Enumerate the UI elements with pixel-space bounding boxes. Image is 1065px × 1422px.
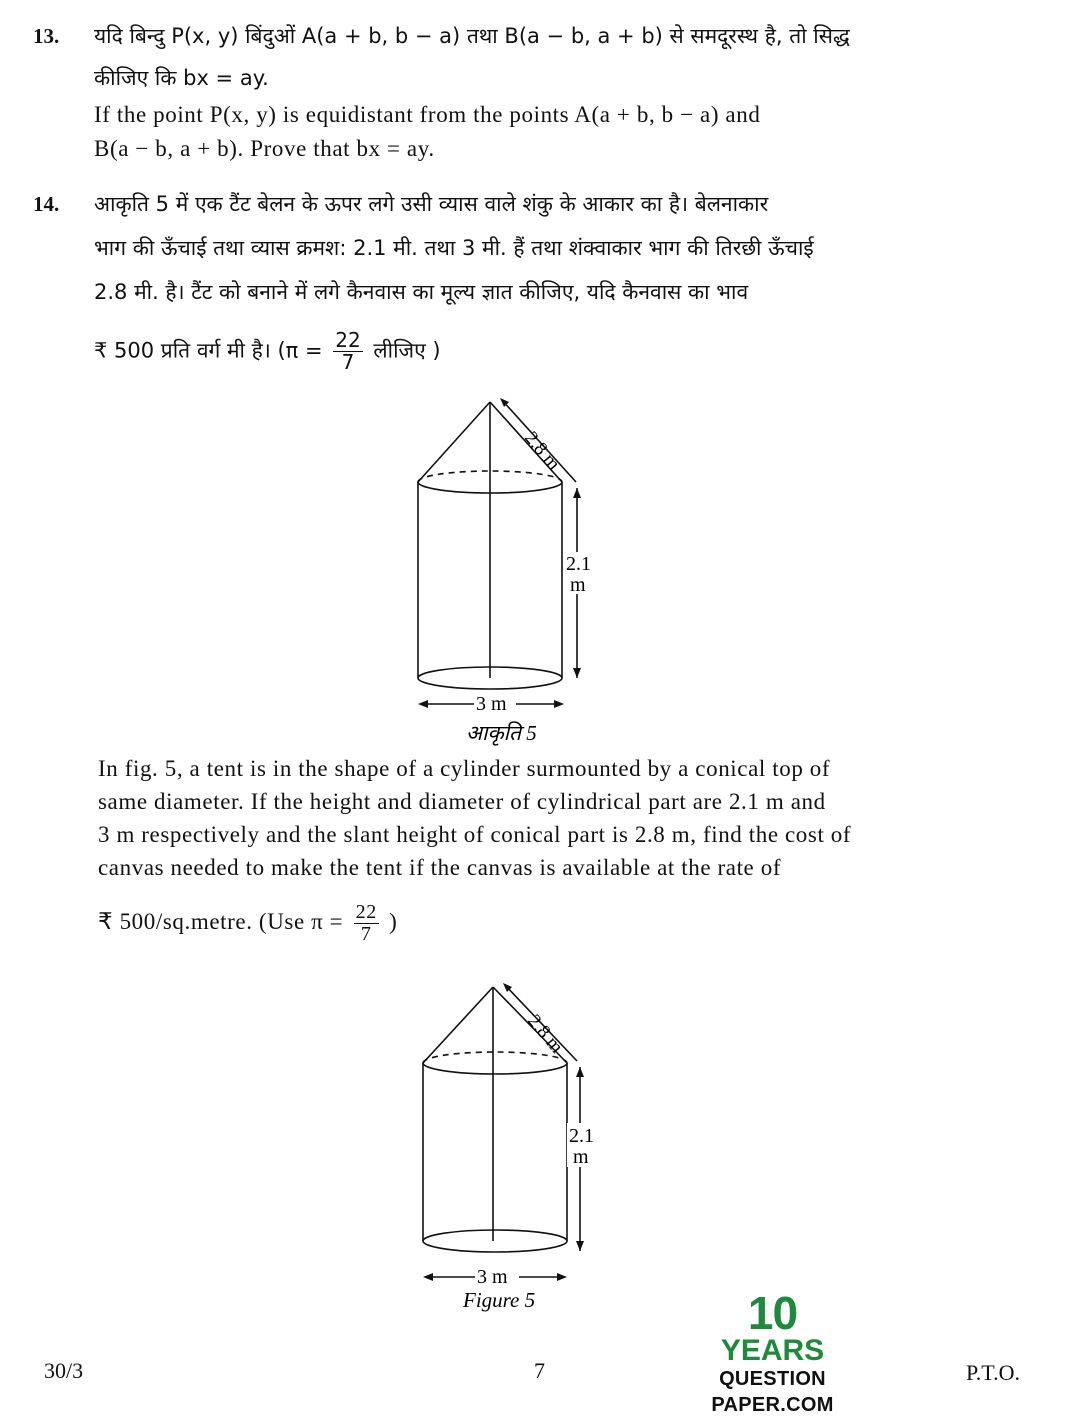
pi-fraction-english: [354, 902, 379, 945]
diameter-arrowhead-right: [557, 1273, 567, 1281]
cylinder-base: [423, 1230, 567, 1252]
diameter-arrowhead-left: [418, 700, 428, 708]
figure-caption-english: Figure 5: [463, 1288, 536, 1312]
q13-hindi-line-2: कीजिए कि bx = ay.: [94, 66, 269, 90]
watermark-years: YEARS: [720, 1334, 825, 1367]
q14-english-close-paren: ): [389, 908, 398, 934]
q14-english-line-4: canvas needed to make the tent if the canvas is available at the rate of: [98, 855, 782, 880]
cylinder-top-back-arc: [423, 1052, 567, 1063]
watermark-logo: [655, 1287, 890, 1418]
pi-fraction-hindi: [333, 330, 362, 373]
figure-caption-hindi: आकृति 5: [466, 721, 537, 745]
height-unit-label: m: [570, 574, 586, 596]
fraction-denominator: 7: [360, 923, 372, 945]
q14-english-rate-text: ₹ 500/sq.metre. (Use π =: [98, 908, 344, 934]
fraction-denominator: 7: [341, 350, 355, 374]
cylinder-top-front-arc: [423, 1063, 567, 1074]
height-arrowhead-bottom: [573, 668, 581, 678]
cone-left-edge: [423, 987, 493, 1063]
height-value-label: 2.1: [566, 553, 591, 575]
q13-english-line-1: If the point P(x, y) is equidistant from the points A(a + b, b − a) and: [94, 102, 761, 127]
please-turn-over: P.T.O.: [966, 1360, 1020, 1385]
height-arrowhead-top: [576, 1067, 584, 1077]
slant-height-label: 2.8 m: [520, 427, 565, 475]
q14-hindi-line-1: आकृति 5 में एक टैंट बेलन के ऊपर लगे उसी व्यास वाले शंकु के आकार का है। बेलनाकार: [94, 192, 769, 216]
q14-hindi-line-4: [94, 330, 441, 373]
q14-hindi-take-text: लीजिए ): [373, 338, 441, 363]
q14-english-line-5: [98, 902, 397, 945]
height-unit-label: m: [573, 1146, 589, 1168]
fraction-numerator: 22: [335, 328, 361, 352]
q13-english-line-2: B(a − b, a + b). Prove that bx = ay.: [94, 136, 435, 161]
q14-english-line-3: 3 m respectively and the slant height of conical part is 2.8 m, find the cost of: [98, 822, 852, 847]
q14-hindi-line-2: भाग की ऊँचाई तथा व्यास क्रमश: 2.1 मी. तथा 3 मी. हैं तथा शंक्वाकार भाग की तिरछी ऊँचाई: [94, 236, 814, 260]
height-value-label: 2.1: [569, 1125, 594, 1147]
diameter-arrowhead-left: [423, 1273, 433, 1281]
paper-code: 30/3: [44, 1358, 84, 1383]
diameter-label: 3 m: [476, 693, 507, 715]
q14-english-line-1: In fig. 5, a tent is in the shape of a cylinder surmounted by a conical top of: [98, 756, 831, 781]
question-13-number: 13.: [33, 24, 60, 48]
height-arrowhead-top: [573, 488, 581, 498]
page-number: 7: [534, 1358, 545, 1383]
cone-left-edge: [418, 402, 490, 482]
fraction-numerator: 22: [355, 901, 377, 923]
q14-hindi-line-3: 2.8 मी. है। टैंट को बनाने में लगे कैनवास का मूल्य ज्ञात कीजिए, यदि कैनवास का भाव: [94, 280, 749, 304]
q13-hindi-line-1: यदि बिन्दु P(x, y) बिंदुओं A(a + b, b − a) तथा B(a − b, a + b) से समदूरस्थ है, तो सिद्ध: [94, 24, 850, 48]
q14-hindi-rate-text: ₹ 500 प्रति वर्ग मी है। (π =: [94, 338, 323, 363]
slant-height-label: 2.8 m: [523, 1010, 568, 1058]
question-14-number: 14.: [33, 192, 60, 216]
watermark-site: QUESTION PAPER.COM: [711, 1368, 834, 1416]
tent-figure-english: [405, 975, 635, 1320]
diameter-label: 3 m: [477, 1266, 508, 1288]
q14-english-line-2: same diameter. If the height and diameter of cylindrical part are 2.1 m and: [98, 789, 826, 814]
height-arrowhead-bottom: [576, 1241, 584, 1251]
tent-figure-hindi: [400, 390, 630, 755]
diameter-arrowhead-right: [554, 700, 564, 708]
watermark-number: 10: [747, 1287, 798, 1339]
